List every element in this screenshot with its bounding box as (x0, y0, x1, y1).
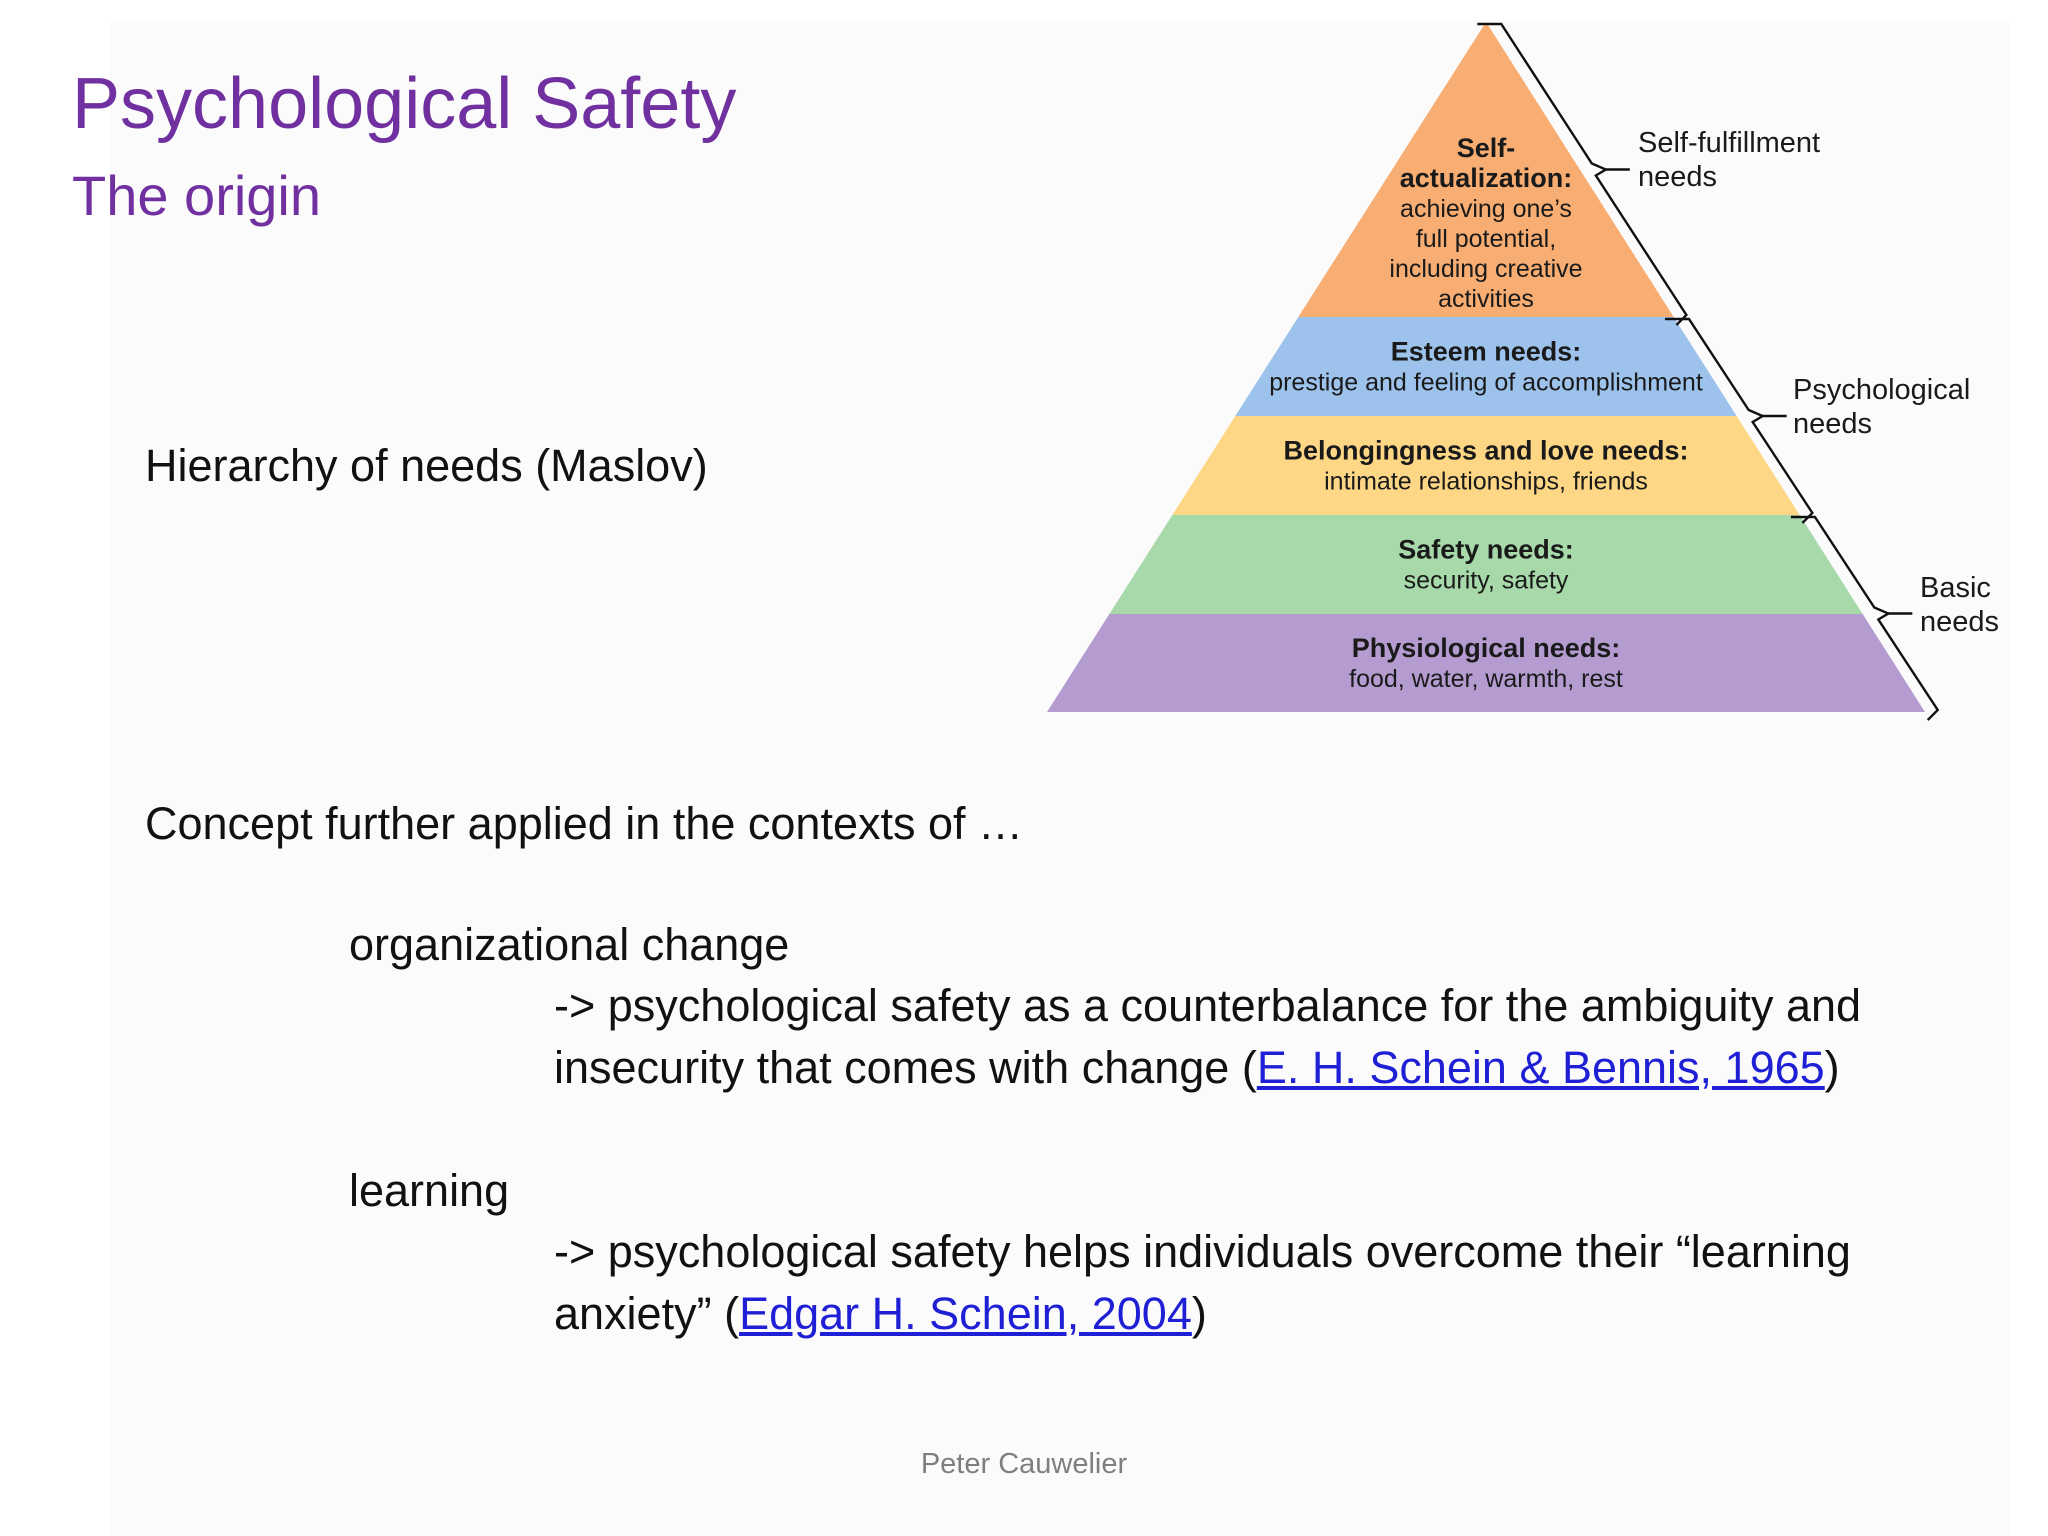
group-label: needs (1920, 606, 2000, 638)
pyramid-level-title: actualization: (1399, 163, 1573, 193)
pyramid-layers (1047, 22, 1925, 712)
pyramid-layer-safety-needs (1109, 515, 1862, 614)
context-text: -> psychological safety as a counterbalance for the ambiguity and insecurity that comes with change ( (554, 980, 1862, 1093)
pyramid-layer-esteem-needs (1235, 317, 1736, 416)
pyramid-level-title: Physiological needs: (1351, 633, 1621, 663)
pyramid-layer-physiological-needs (1047, 614, 1925, 712)
context-heading-organizational-change: organizational change (349, 919, 790, 970)
slide-title: Psychological Safety (72, 64, 737, 144)
pyramid-level-description: full potential, (1415, 225, 1557, 253)
context-description-learning (554, 1221, 1974, 1345)
pyramid-level-description: activities (1438, 285, 1534, 313)
pyramid-level-description: prestige and feeling of accomplishment (1269, 368, 1703, 397)
closing-paren: ) (1191, 1288, 1207, 1339)
pyramid-level-title: Esteem needs: (1390, 336, 1582, 367)
pyramid-level-description: including creative (1389, 255, 1583, 283)
context-text: -> psychological safety helps individuals overcome their “learning anxiety” ( (554, 1226, 1851, 1339)
context-description-organizational-change (554, 975, 1974, 1099)
pyramid-layer-belongingness-and-love-needs (1172, 416, 1799, 515)
pyramid-level-description: food, water, warmth, rest (1349, 665, 1623, 693)
pyramid-level-description: security, safety (1403, 566, 1569, 595)
group-label: needs (1638, 161, 1718, 193)
closing-paren: ) (1824, 1042, 1840, 1093)
pyramid-level-title: Safety needs: (1398, 534, 1574, 565)
citation-link-schein-bennis-1965[interactable]: E. H. Schein & Bennis, 1965 (1256, 1042, 1825, 1093)
pyramid-level-description: achieving one’s (1400, 195, 1572, 223)
group-label: Self-fulfillment (1638, 127, 1821, 159)
citation-link-schein-2004[interactable]: Edgar H. Schein, 2004 (739, 1288, 1192, 1339)
pyramid-level-title: Belongingness and love needs: (1283, 435, 1689, 466)
group-label: Psychological (1793, 374, 1971, 406)
pyramid-level-title: Self- (1456, 133, 1516, 163)
maslow-pyramid-diagram (1040, 12, 2000, 732)
context-heading-learning: learning (349, 1165, 510, 1216)
concept-text: Concept further applied in the contexts of … (145, 798, 1024, 849)
footer-author: Peter Cauwelier (920, 1448, 1128, 1480)
intro-text: Hierarchy of needs (Maslov) (145, 440, 708, 491)
pyramid-level-description: intimate relationships, friends (1324, 467, 1648, 496)
group-label: Basic (1920, 572, 1991, 604)
slide-subtitle: The origin (72, 164, 322, 227)
group-label: needs (1793, 408, 1873, 440)
